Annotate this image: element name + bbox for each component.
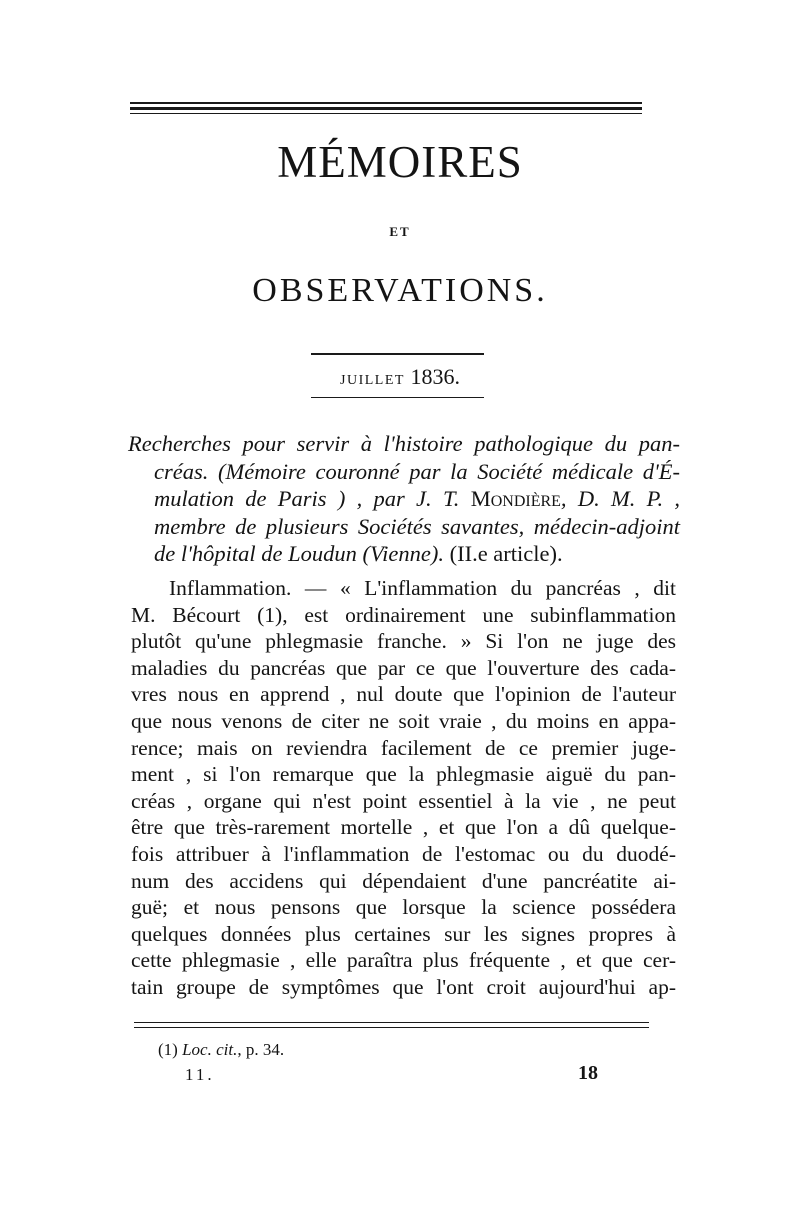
article-title-line: membre de plusieurs Sociétés savantes, médecin-adjoint xyxy=(154,513,680,539)
body-line: guë; et nous pensons que lorsque la science possédera xyxy=(131,895,676,920)
footnote-reference: Loc. cit. xyxy=(182,1040,238,1059)
date-rule-bottom xyxy=(311,397,484,398)
footnote-rule xyxy=(134,1022,649,1023)
body-line: rence; mais on reviendra facilement de ce premier juge- xyxy=(131,735,676,760)
body-line: que nous venons de citer ne soit vraie , du moins en appa- xyxy=(131,708,676,733)
header-rule-thin xyxy=(130,113,642,114)
date-month: JUILLET xyxy=(340,373,405,388)
section-title: MÉMOIRES xyxy=(277,137,523,187)
body-line: cette phlegmasie , elle paraîtra plus fréquente , et que cer- xyxy=(131,948,676,973)
section-conjunction: ET xyxy=(389,224,411,239)
body-line: plutôt qu'une phlegmasie franche. » Si l'on ne juge des xyxy=(131,629,676,654)
issue-date xyxy=(0,364,800,394)
header-rule-thick xyxy=(130,107,642,110)
article-title xyxy=(128,430,680,568)
date-rule-top xyxy=(311,353,484,355)
footnote-rule-thin xyxy=(134,1027,649,1028)
footnote-mark: (1) xyxy=(158,1040,178,1059)
body-line: Inflammation. — « L'inflammation du pancréas , dit xyxy=(169,576,676,600)
sheet-signature: 18 xyxy=(578,1062,598,1084)
article-title-line: Recherches pour servir à l'histoire pathologique du pan- xyxy=(128,431,680,456)
header-rule xyxy=(130,102,642,104)
body-line: être que très-rarement mortelle , et que l'on a dû quelque- xyxy=(131,815,676,840)
footnote-page: , p. 34. xyxy=(237,1040,285,1059)
body-line: tain groupe de symptômes que l'ont croit aujourd'hui ap- xyxy=(131,974,676,999)
author-name: Mondière xyxy=(470,486,561,511)
body-line: quelques données plus certaines sur les signes propres à xyxy=(131,921,676,946)
body-line: ment , si l'on remarque que la phlegmasie aiguë du pan- xyxy=(131,762,676,787)
footnote xyxy=(158,1040,284,1060)
article-title-line: mulation de Paris ) , par J. T. xyxy=(154,486,471,511)
body-text xyxy=(131,575,676,1001)
body-line: fois attribuer à l'inflammation de l'estomac ou du duodé- xyxy=(131,841,676,866)
body-line: M. Bécourt (1), est ordinairement une subinflammation xyxy=(131,602,676,627)
volume-signature: 11. xyxy=(185,1065,215,1084)
article-title-line: , D. M. P. , xyxy=(560,486,681,511)
section-subtitle: OBSERVATIONS. xyxy=(252,272,548,309)
body-line: maladies du pancréas que par ce que l'ouverture des cada- xyxy=(131,655,676,680)
article-part: (II.e article). xyxy=(443,541,563,566)
date-year: 1836. xyxy=(410,364,460,389)
article-title-line: de l'hôpital de Loudun (Vienne). xyxy=(154,541,444,566)
article-title-line: créas. (Mémoire couronné par la Société médicale d'É- xyxy=(154,458,680,484)
body-line: num des accidens qui dépendaient d'une pancréatite ai- xyxy=(131,868,676,893)
body-line: créas , organe qui n'est point essentiel à la vie , ne peut xyxy=(131,788,676,813)
body-line: vres nous en apprend , nul doute que l'opinion de l'auteur xyxy=(131,682,676,707)
